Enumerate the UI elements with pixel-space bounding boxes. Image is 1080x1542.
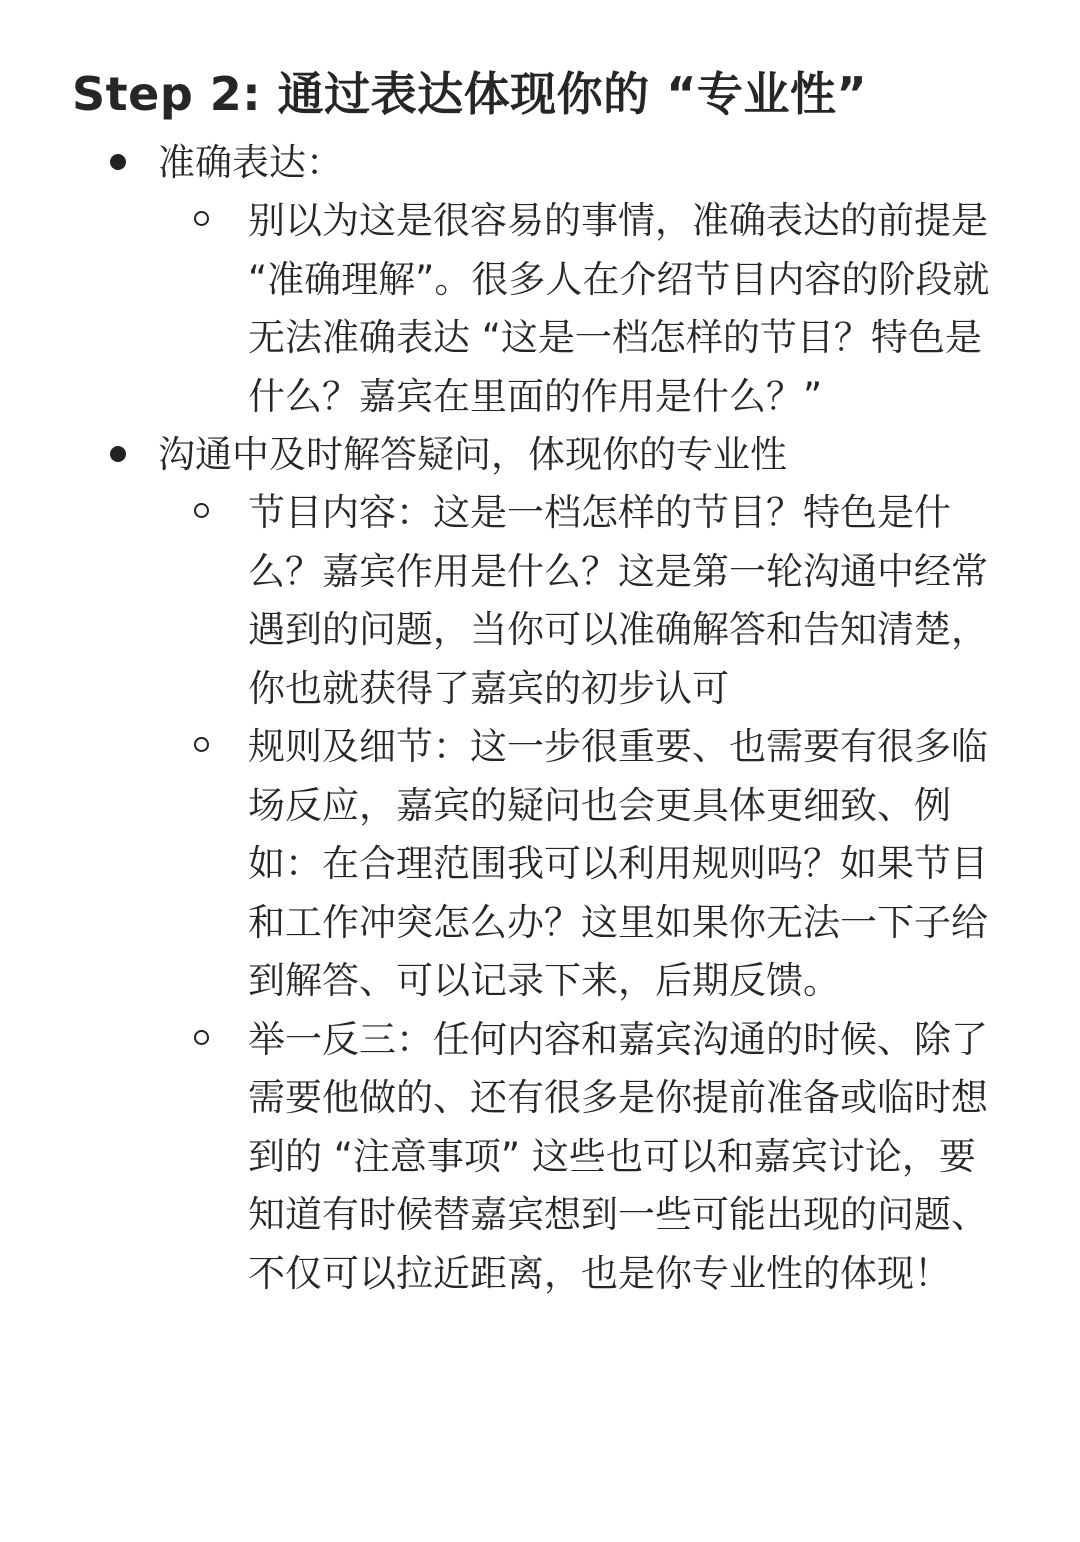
list-item-communication — [72, 426, 1020, 1303]
sub-list-item-text: 举一反三：任何内容和嘉宾沟通的时候、除了需要他做的、还有很多是你提前准备或临时想到的 “注意事项” 这些也可以和嘉宾讨论，要知道有时候替嘉宾想到一些可能出现的问题、不仅可以拉近距离，也是你专业性的体现！ — [248, 1017, 988, 1295]
page-title: Step 2: 通过表达体现你的 “专业性” — [72, 67, 868, 121]
sub-list — [158, 192, 1020, 426]
hollow-bullet-icon — [194, 211, 209, 226]
sub-list-item — [158, 192, 1020, 426]
hollow-bullet-icon — [194, 503, 209, 518]
bullet-list — [72, 134, 1020, 1303]
sub-list-item — [158, 1011, 1020, 1304]
sub-list-item-text: 别以为这是很容易的事情，准确表达的前提是 “准确理解”。很多人在介绍节目内容的阶段就无法准确表达 “这是一档怎样的节目？特色是什么？嘉宾在里面的作用是什么？” — [248, 199, 990, 418]
sub-list-item — [158, 718, 1020, 1011]
sub-list — [158, 484, 1020, 1303]
hollow-bullet-icon — [194, 1030, 209, 1045]
list-item-label: 准确表达： — [158, 141, 343, 184]
list-item-label: 沟通中及时解答疑问，体现你的专业性 — [158, 433, 787, 476]
hollow-bullet-icon — [194, 737, 209, 752]
list-item-accurate-expression — [72, 134, 1020, 426]
sub-list-item-text: 规则及细节：这一步很重要、也需要有很多临场反应，嘉宾的疑问也会更具体更细致、例如：在合理范围我可以利用规则吗？如果节目和工作冲突怎么办？这里如果你无法一下子给到解答、可以记录下来，后期反馈。 — [248, 725, 988, 1002]
sub-list-item-text: 节目内容：这是一档怎样的节目？特色是什么？嘉宾作用是什么？这是第一轮沟通中经常遇到的问题，当你可以准确解答和告知清楚，你也就获得了嘉宾的初步认可 — [248, 491, 988, 710]
sub-list-item — [158, 484, 1020, 718]
filled-bullet-icon — [110, 446, 126, 462]
filled-bullet-icon — [110, 154, 126, 170]
